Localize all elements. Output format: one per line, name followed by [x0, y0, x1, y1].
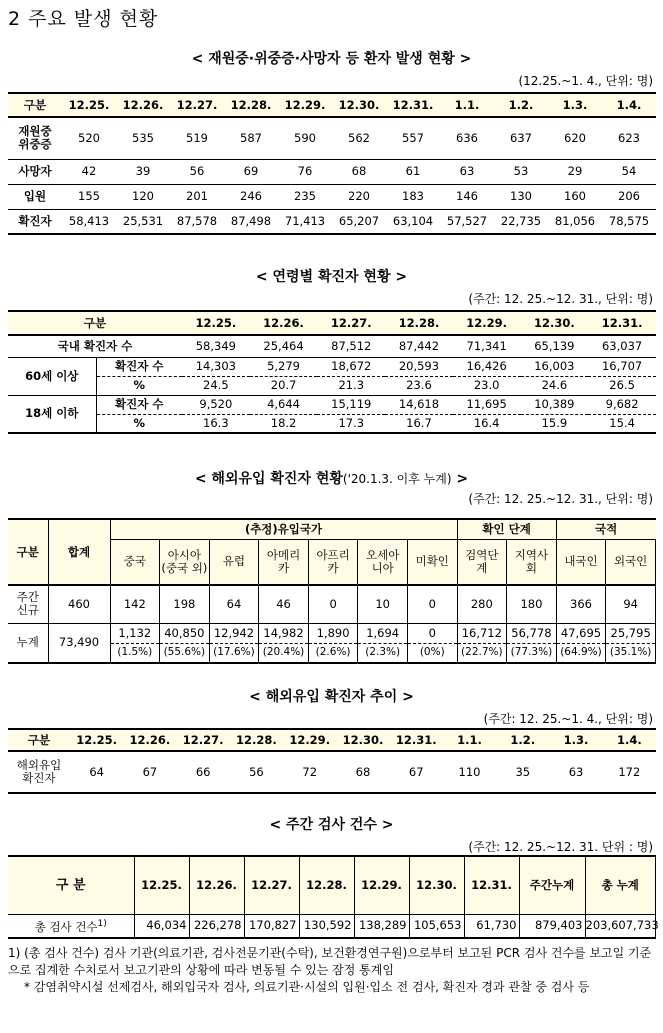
date-header: 12.30. [338, 97, 380, 112]
date-header: 12.27. [244, 856, 299, 914]
footnote-ref: 1) [97, 918, 107, 929]
sub-header: 아프리 카 [308, 539, 358, 585]
sub-header: 검역단 계 [457, 539, 507, 585]
weekly-row [8, 585, 656, 623]
age-cases-table [8, 310, 656, 434]
stage-group-header: 확인 단계 [457, 519, 556, 539]
value-cell: 130,592 [299, 914, 354, 938]
table2-unit: (주간: 12. 25.~12. 31., 단위: 명) [468, 292, 653, 306]
header-row [8, 519, 656, 539]
date-header: 1.1. [454, 97, 480, 112]
table2-caption: < 연령별 확진자 현황 > [255, 269, 408, 285]
date-header: 1.2. [508, 97, 534, 112]
value-cell: 87,498 [230, 213, 272, 228]
value-cell: 71,413 [284, 213, 326, 228]
date-header: 12.26. [122, 97, 164, 112]
date-header: 주간누계 [519, 856, 585, 914]
date-header: 12.25. [76, 732, 117, 747]
value-cell: 15.9 [541, 415, 568, 430]
value-cell: 24.5 [203, 378, 229, 392]
date-header: 12.30. [342, 732, 384, 747]
value-cell: 16.4 [473, 415, 500, 430]
value-cell: 14,618 [385, 395, 453, 414]
value-cell: 18.2 [270, 415, 297, 430]
weekly-label: 주간 신규 [8, 585, 48, 623]
table4-caption: < 해외유입 확진자 추이 > [249, 689, 414, 705]
pct-cell: (2.6%) [308, 643, 358, 663]
date-header: 12.26. [189, 856, 244, 914]
value-cell: 130 [510, 189, 532, 203]
value-cell: 71,341 [466, 338, 507, 353]
value-cell: 0 [308, 585, 358, 623]
value-cell: 25,795 [606, 623, 656, 643]
weekly-tests-table [8, 855, 659, 939]
pct-cell: (2.3%) [358, 643, 408, 663]
value-cell: 142 [110, 585, 160, 623]
value-cell: 4,644 [250, 395, 318, 414]
table-row [8, 117, 656, 159]
value-cell: 17.3 [338, 415, 365, 430]
table5-unit: (주간: 12. 25.~12. 31. 단위 : 명) [468, 840, 653, 854]
value-cell: 519 [186, 130, 208, 145]
value-cell: 535 [132, 130, 154, 145]
value-cell: 14,303 [182, 357, 250, 376]
value-cell: 23.6 [406, 378, 432, 392]
row-label [8, 914, 134, 938]
value-cell: 25,531 [122, 213, 164, 228]
pct-cell: (35.1%) [606, 643, 656, 663]
date-header: 12.25. [195, 315, 237, 330]
table1-unit: (12.25.~1. 4., 단위: 명) [518, 74, 653, 88]
value-cell: 23.0 [473, 378, 500, 392]
sub-header: 미확인 [407, 539, 457, 585]
gubun-header: 구분 [27, 732, 51, 747]
value-cell: 180 [507, 585, 557, 623]
date-header: 12.31. [601, 315, 643, 330]
value-cell: 280 [457, 585, 507, 623]
table1-caption: < 재원중·위중증·사망자 등 환자 발생 현황 > [191, 51, 472, 67]
value-cell: 160 [564, 189, 586, 203]
value-cell: 58,413 [68, 213, 110, 228]
value-cell: 64 [209, 585, 259, 623]
value-cell: 39 [135, 164, 151, 178]
domestic-row [8, 335, 656, 357]
date-header: 12.25. [134, 856, 189, 914]
row-label: 확진자 [18, 213, 52, 228]
value-cell: 0 [407, 585, 457, 623]
date-header: 12.29. [466, 315, 508, 330]
weekly-total: 460 [48, 585, 110, 623]
domestic-label: 국내 확진자 수 [57, 338, 133, 353]
value-cell: 67 [408, 764, 424, 779]
value-cell: 220 [348, 189, 370, 203]
sub-header: 지역사 회 [507, 539, 557, 585]
date-header: 12.31. [464, 856, 519, 914]
date-header: 1.4. [616, 732, 642, 747]
value-cell: 15,119 [317, 395, 385, 414]
table4-unit: (주간: 12. 25.~1. 4., 단위: 명) [483, 712, 653, 726]
value-cell: 155 [78, 189, 100, 203]
value-cell: 172 [618, 764, 641, 779]
value-cell: 16.3 [203, 415, 229, 430]
date-header: 12.26. [263, 315, 304, 330]
value-cell: 87,442 [398, 338, 440, 353]
date-header: 1.1. [457, 732, 482, 747]
pct-label: % [133, 415, 146, 430]
value-cell: 46,034 [134, 914, 189, 938]
value-cell: 21.3 [338, 378, 365, 392]
under18-label: 18세 이하 [8, 395, 96, 433]
date-header: 12.27. [182, 732, 224, 747]
sub-header: 외국인 [606, 539, 656, 585]
pct-cell: (0%) [407, 643, 457, 663]
value-cell: 138,289 [354, 914, 409, 938]
table-row [8, 209, 656, 234]
nation-group-header: 국적 [556, 519, 655, 539]
pct-cell: (17.6%) [209, 643, 259, 663]
gubun-header: 구분 [23, 97, 47, 112]
date-header: 1.4. [616, 97, 642, 112]
value-cell: 22,735 [500, 213, 542, 228]
value-cell: 68 [355, 764, 371, 779]
table3-caption-main: < 해외유입 확진자 현황 [194, 471, 343, 487]
under18-pct-row [8, 414, 656, 433]
value-cell: 198 [160, 585, 210, 623]
value-cell: 590 [294, 130, 316, 145]
table-row [8, 751, 656, 793]
value-cell: 94 [606, 585, 656, 623]
gubun-header: 구분 [8, 519, 48, 585]
table5-caption: < 주간 검사 건수 > [269, 817, 394, 833]
value-cell: 66 [195, 764, 211, 779]
value-cell: 587 [240, 130, 262, 145]
pct-cell: (1.5%) [110, 643, 160, 663]
value-cell: 10,389 [521, 395, 589, 414]
patient-status-table [8, 92, 656, 235]
date-header: 12.28. [230, 97, 272, 112]
value-cell: 170,827 [244, 914, 299, 938]
value-cell: 56 [189, 164, 205, 178]
date-header: 12.30. [533, 315, 575, 330]
value-cell: 69 [243, 164, 259, 178]
date-header: 12.31. [395, 732, 437, 747]
value-cell: 65,207 [338, 213, 380, 228]
table-row [8, 159, 656, 184]
value-cell: 16,003 [521, 357, 589, 376]
value-cell: 20.7 [270, 378, 297, 392]
value-cell: 15.4 [609, 415, 635, 430]
value-cell: 105,653 [409, 914, 464, 938]
value-cell: 557 [402, 130, 424, 145]
value-cell: 67 [142, 764, 158, 779]
over60-count-row [8, 357, 656, 376]
value-cell: 61,730 [464, 914, 519, 938]
value-cell: 110 [458, 764, 481, 779]
value-cell: 16,426 [453, 357, 521, 376]
date-header: 12.26. [129, 732, 171, 747]
count-label: 확진자 수 [96, 395, 182, 414]
row-label: 사망자 [18, 164, 52, 178]
value-cell: 10 [358, 585, 408, 623]
date-header: 12.29. [289, 732, 331, 747]
value-cell: 46 [259, 585, 309, 623]
value-cell: 35 [515, 764, 531, 779]
value-cell: 63 [568, 764, 584, 779]
cum-label: 누계 [8, 623, 48, 663]
under18-count-row [8, 395, 656, 414]
value-cell: 81,056 [554, 213, 596, 228]
gubun-header: 구분 [83, 315, 107, 330]
value-cell: 63,037 [601, 338, 643, 353]
value-cell: 76 [297, 164, 313, 178]
value-cell: 56 [249, 764, 264, 779]
value-cell: 68 [351, 164, 367, 178]
value-cell: 0 [407, 623, 457, 643]
value-cell: 63 [459, 164, 475, 178]
value-cell: 12,942 [209, 623, 259, 643]
value-cell: 16.7 [406, 415, 432, 430]
value-cell: 11,695 [453, 395, 521, 414]
value-cell: 1,890 [308, 623, 358, 643]
date-header: 12.28. [236, 732, 277, 747]
row-label: 입원 [23, 189, 47, 203]
value-cell: 61 [405, 164, 421, 178]
value-cell: 63,104 [392, 213, 434, 228]
section-title: 2 주요 발생 현황 [8, 8, 159, 30]
value-cell: 620 [564, 130, 586, 145]
date-header: 12.27. [330, 315, 372, 330]
row-label: 해외유입 확진자 [16, 758, 62, 785]
value-cell: 40,850 [160, 623, 210, 643]
value-cell: 183 [402, 189, 424, 203]
pct-cell: (55.6%) [160, 643, 210, 663]
value-cell: 120 [132, 189, 154, 203]
count-label: 확진자 수 [96, 357, 182, 376]
date-header: 12.25. [68, 97, 110, 112]
value-cell: 47,695 [556, 623, 606, 643]
gubun-header: 구 분 [8, 856, 134, 914]
value-cell: 206 [618, 189, 640, 203]
value-cell: 64 [89, 764, 104, 779]
country-group-header: (추정)유입국가 [110, 519, 457, 539]
value-cell: 246 [240, 189, 262, 203]
over60-label: 60세 이상 [8, 357, 96, 395]
value-cell: 25,464 [263, 338, 304, 353]
date-header: 1.3. [563, 732, 589, 747]
sub-header: 아메리 카 [259, 539, 309, 585]
imported-trend-table [8, 728, 656, 794]
value-cell: 53 [513, 164, 529, 178]
value-cell: 879,403 [519, 914, 585, 938]
value-cell: 1,132 [110, 623, 160, 643]
value-cell: 58,349 [195, 338, 236, 353]
value-cell: 18,672 [317, 357, 385, 376]
pct-cell: (64.9%) [556, 643, 606, 663]
value-cell: 226,278 [189, 914, 244, 938]
value-cell: 20,593 [385, 357, 453, 376]
date-header: 12.29. [354, 856, 409, 914]
sub-header: 중국 [110, 539, 160, 585]
date-header: 총 누계 [585, 856, 656, 914]
value-cell: 24.6 [541, 378, 568, 392]
date-header: 1.2. [510, 732, 536, 747]
value-cell: 235 [294, 189, 316, 203]
table3-caption [0, 468, 663, 488]
value-cell: 203,607,733 [585, 914, 656, 938]
table3-caption-end: > [451, 471, 469, 487]
table-row [8, 914, 656, 938]
value-cell: 26.5 [609, 378, 635, 392]
total-header: 합계 [48, 519, 110, 585]
value-cell: 87,578 [176, 213, 218, 228]
table-row [8, 184, 656, 209]
footnote-2: * 감염취약시설 선제검사, 해외입국자 검사, 의료기관·시설의 입원·입소 전 검사, 확진자 경과 관찰 중 검사 등 [24, 980, 590, 994]
value-cell: 87,512 [331, 338, 372, 353]
value-cell: 29 [567, 164, 583, 178]
row-label: 재원중 위중증 [18, 124, 52, 152]
value-cell: 366 [556, 585, 606, 623]
date-header: 12.28. [299, 856, 354, 914]
value-cell: 16,707 [588, 357, 656, 376]
value-cell: 637 [510, 130, 532, 145]
date-header: 12.31. [392, 97, 434, 112]
cumulative-row [8, 623, 656, 643]
date-header: 12.30. [409, 856, 464, 914]
footnote-1: 1) (총 검사 건수) 검사 기관(의료기관, 검사전문기관(수탁), 보건환경연구원)으로부터 보고된 PCR 검사 건수를 보고일 기준으로 집계한 수치로서 보고기관의 상황에 따라 변동될 수 있는 잠정 통계임 [8, 946, 652, 977]
pct-cell: (20.4%) [259, 643, 309, 663]
value-cell: 54 [621, 164, 637, 178]
date-header: 12.29. [284, 97, 326, 112]
value-cell: 520 [78, 130, 100, 145]
value-cell: 5,279 [250, 357, 318, 376]
sub-header: 오세아 니아 [358, 539, 408, 585]
value-cell: 72 [302, 764, 318, 779]
value-cell: 146 [456, 189, 478, 203]
row-label-text: 총 검사 건수 [34, 919, 98, 934]
value-cell: 9,520 [182, 395, 250, 414]
sub-header: 내국인 [556, 539, 606, 585]
value-cell: 562 [348, 130, 370, 145]
value-cell: 57,527 [446, 213, 488, 228]
date-header: 12.27. [176, 97, 218, 112]
imported-cases-table [8, 518, 656, 664]
value-cell: 16,712 [457, 623, 507, 643]
sub-header: 유럽 [209, 539, 259, 585]
pct-cell: (77.3%) [507, 643, 557, 663]
sub-header: 아시아 (중국 외) [160, 539, 210, 585]
over60-pct-row [8, 376, 656, 395]
cum-total: 73,490 [48, 623, 110, 663]
value-cell: 14,982 [259, 623, 309, 643]
table3-caption-sub: ('20.1.3. 이후 누계) [342, 472, 452, 486]
value-cell: 1,694 [358, 623, 408, 643]
value-cell: 623 [618, 130, 640, 145]
value-cell: 636 [456, 130, 478, 145]
value-cell: 42 [81, 164, 97, 178]
pct-label: % [96, 376, 182, 395]
date-header: 12.28. [398, 315, 440, 330]
value-cell: 9,682 [588, 395, 656, 414]
value-cell: 65,139 [534, 338, 575, 353]
date-header: 1.3. [562, 97, 588, 112]
pct-cell: (22.7%) [457, 643, 507, 663]
value-cell: 56,778 [507, 623, 557, 643]
value-cell: 78,575 [608, 213, 650, 228]
value-cell: 201 [186, 189, 208, 203]
table3-unit: (주간: 12. 25.~12. 31., 단위: 명) [468, 492, 653, 506]
